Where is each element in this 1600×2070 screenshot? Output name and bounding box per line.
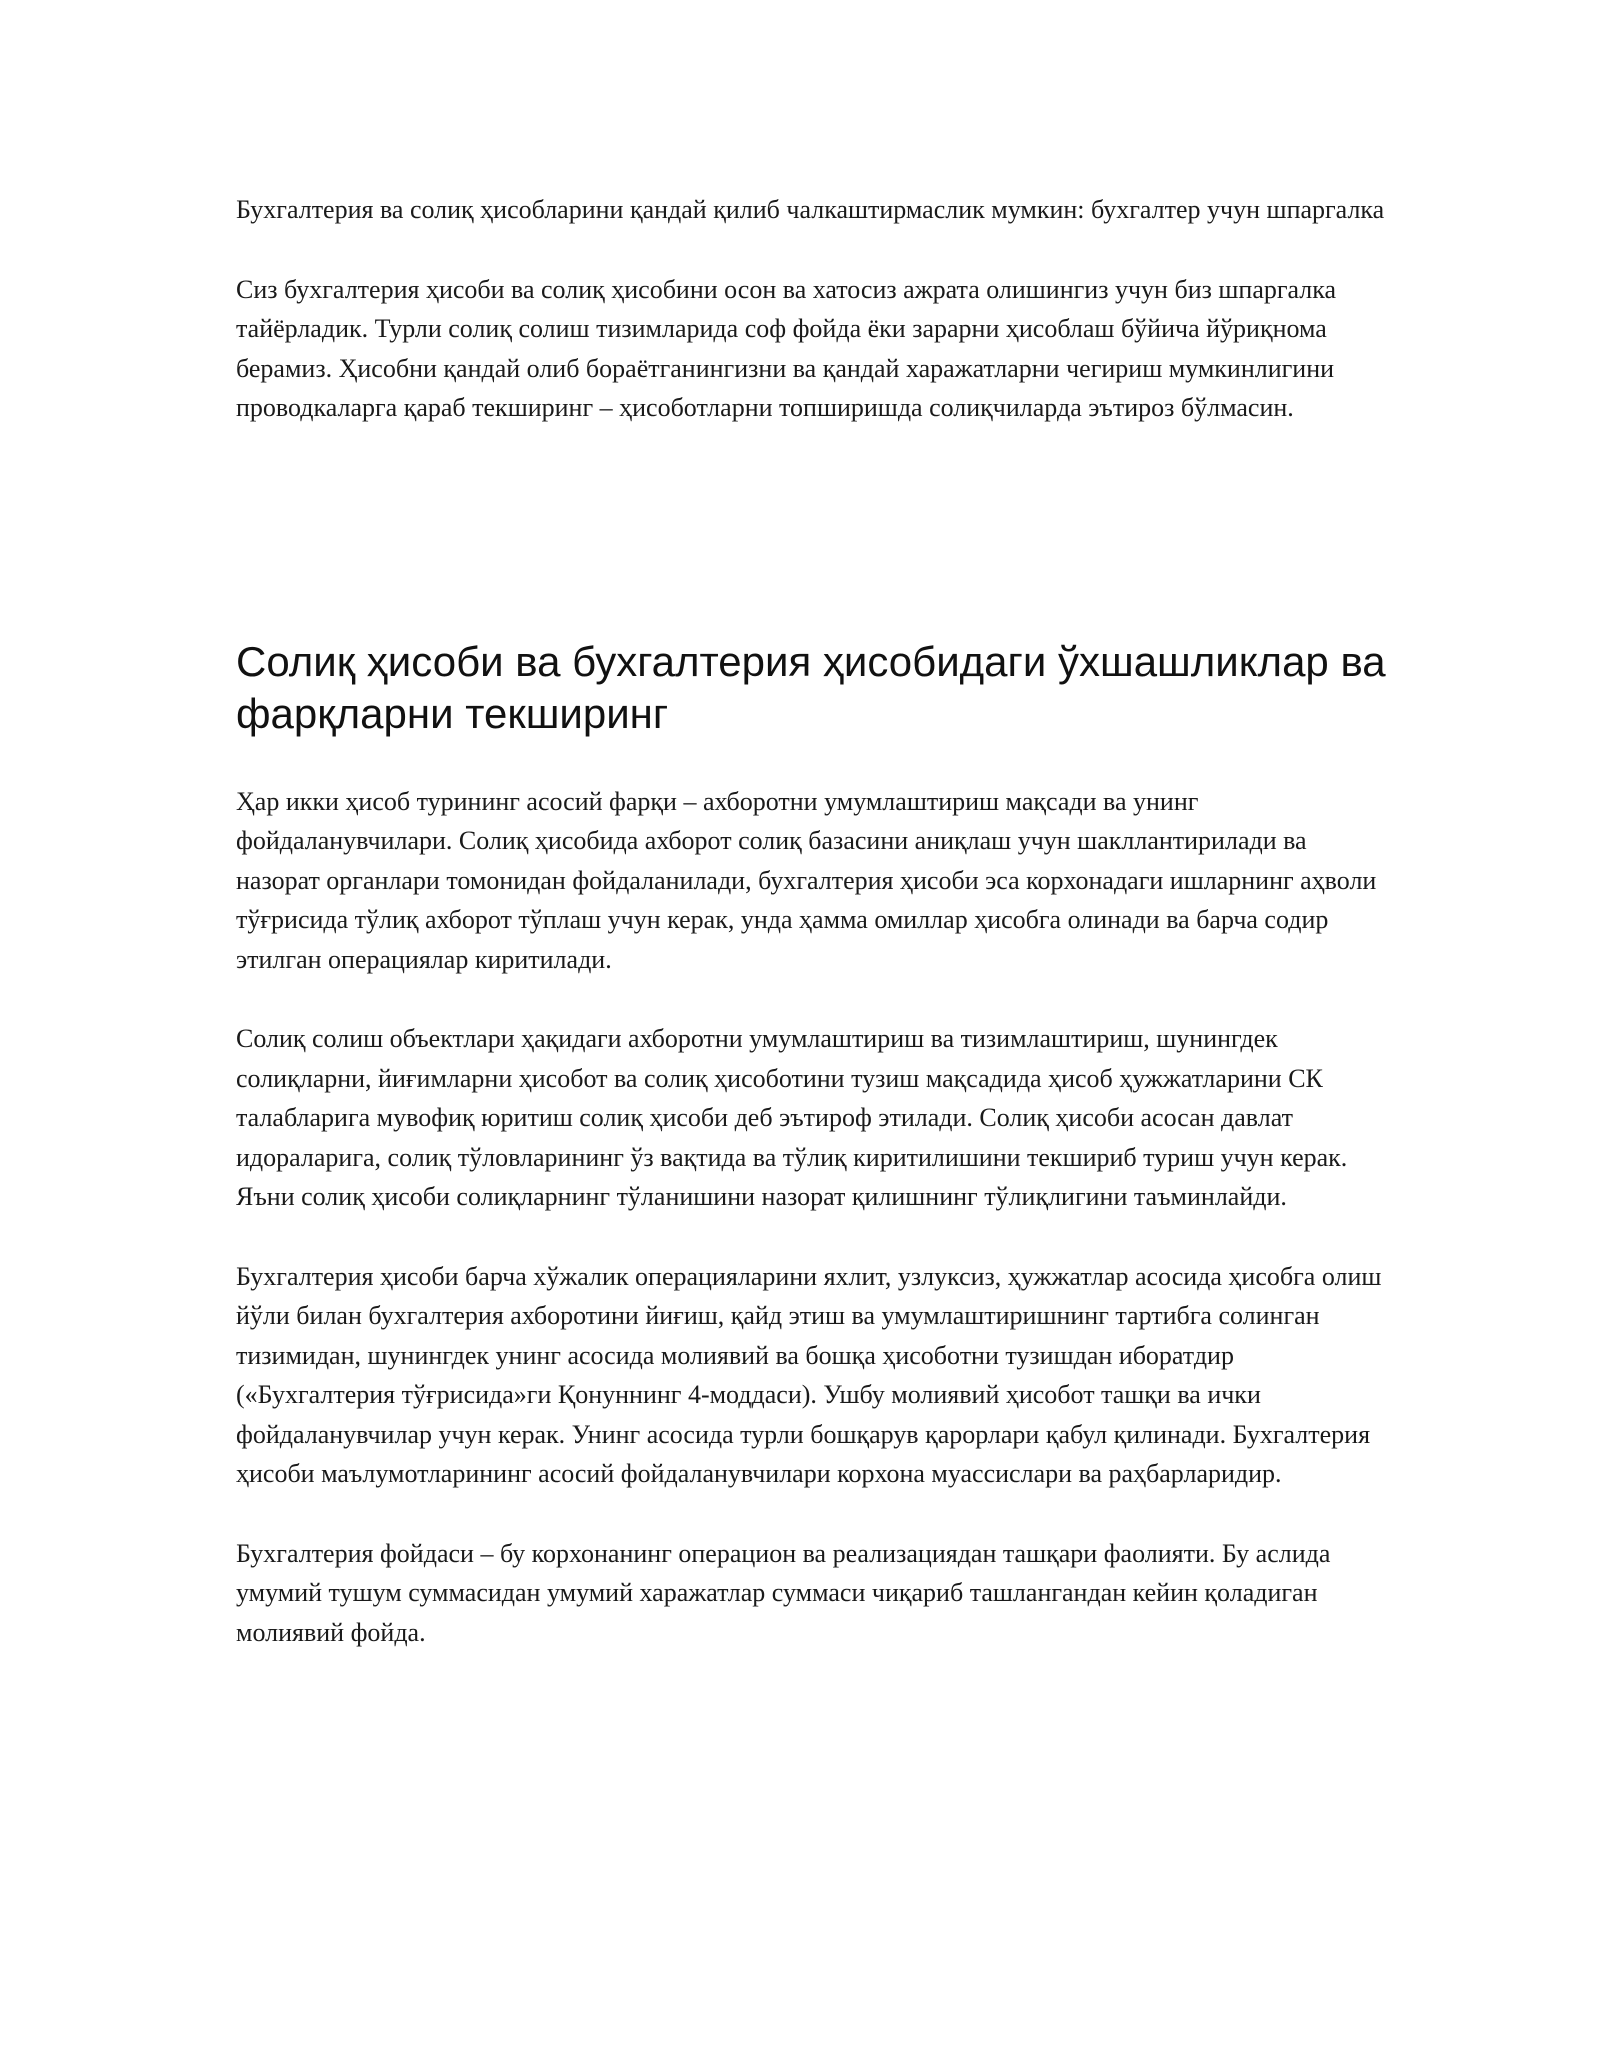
intro-text: Сиз бухгалтерия ҳисоби ва солиқ ҳисобини осон ва хатосиз ажрата олишингиз учун биз шпаргалка тайёрладик. Турли солиқ солиш тизимларида соф фойда ёки зарарни ҳисоблаш бўйича йўриқнома берамиз. Ҳисобни қандай олиб бораётганингизни ва қандай харажатларни чегириш мумкинлигини проводкаларга қараб текширинг – ҳисоботларни топширишда солиқчиларда эътироз бўлмасин. <box>236 274 1337 422</box>
paragraph-differences: Ҳар икки ҳисоб турининг асосий фарқи – ахборотни умумлаштириш мақсади ва унинг фойдаланувчилари. Солиқ ҳисобида ахборот солиқ базасини аниқлаш учун шакллантирилади ва назорат органлари томонидан фойдаланилади, бухгалтерия ҳисоби эса корхонадаги ишларнинг аҳволи тўғрисида тўлиқ ахборот тўплаш учун керак, унда ҳамма омиллар ҳисобга олинади ва барча содир этилган операциялар киритилади. <box>236 786 1377 974</box>
paragraph-accounting-profit: Бухгалтерия фойдаси – бу корхонанинг операцион ва реализациядан ташқари фаолияти. Бу аслида умумий тушум суммасидан умумий харажатлар суммаси чиқариб ташлангандан кейин қоладиган молиявий фойда. <box>236 1538 1331 1647</box>
paragraph-bookkeeping: Бухгалтерия ҳисоби барча хўжалик операцияларини яхлит, узлуксиз, ҳужжатлар асосида ҳисобга олиш йўли билан бухгалтерия ахборотини йиғиш, қайд этиш ва умумлаштиришнинг тартибга солинган тизимидан, шунингдек унинг асосида молиявий ва бошқа ҳисоботни тузишдан иборатдир («Бухгалтерия тўғрисида»ги Қонуннинг 4-моддаси). Ушбу молиявий ҳисобот ташқи ва ички фойдаланувчилар учун керак. Унинг асосида турли бошқарув қарорлари қабул қилинади. Бухгалтерия ҳисоби маълумотларининг асосий фойдаланувчилари корхона муассислари ва раҳбарларидир. <box>236 1261 1382 1488</box>
document-page <box>236 190 1386 1692</box>
intro-title: Бухгалтерия ва солиқ ҳисобларини қандай қилиб чалкаштирмаслик мумкин: бухгалтер учун шпаргалка <box>236 195 1385 224</box>
paragraph-tax-accounting: Солиқ солиш объектлари ҳақидаги ахборотни умумлаштириш ва тизимлаштириш, шунингдек солиқларни, йиғимларни ҳисобот ва солиқ ҳисоботини тузиш мақсадида ҳисоб ҳужжатларини СК талабларига мувофиқ юритиш солиқ ҳисоби деб эътироф этилади. Солиқ ҳисоби асосан давлат идораларига, солиқ тўловларининг ўз вақтида ва тўлиқ киритилишини текшириб туриш учун керак. Яъни солиқ ҳисоби солиқларнинг тўланишини назорат қилишнинг тўлиқлигини таъминлайди. <box>236 1024 1348 1211</box>
section-heading: Солиқ ҳисоби ва бухгалтерия ҳисобидаги ўхшашликлар ва фарқларни текширинг <box>236 637 1386 737</box>
